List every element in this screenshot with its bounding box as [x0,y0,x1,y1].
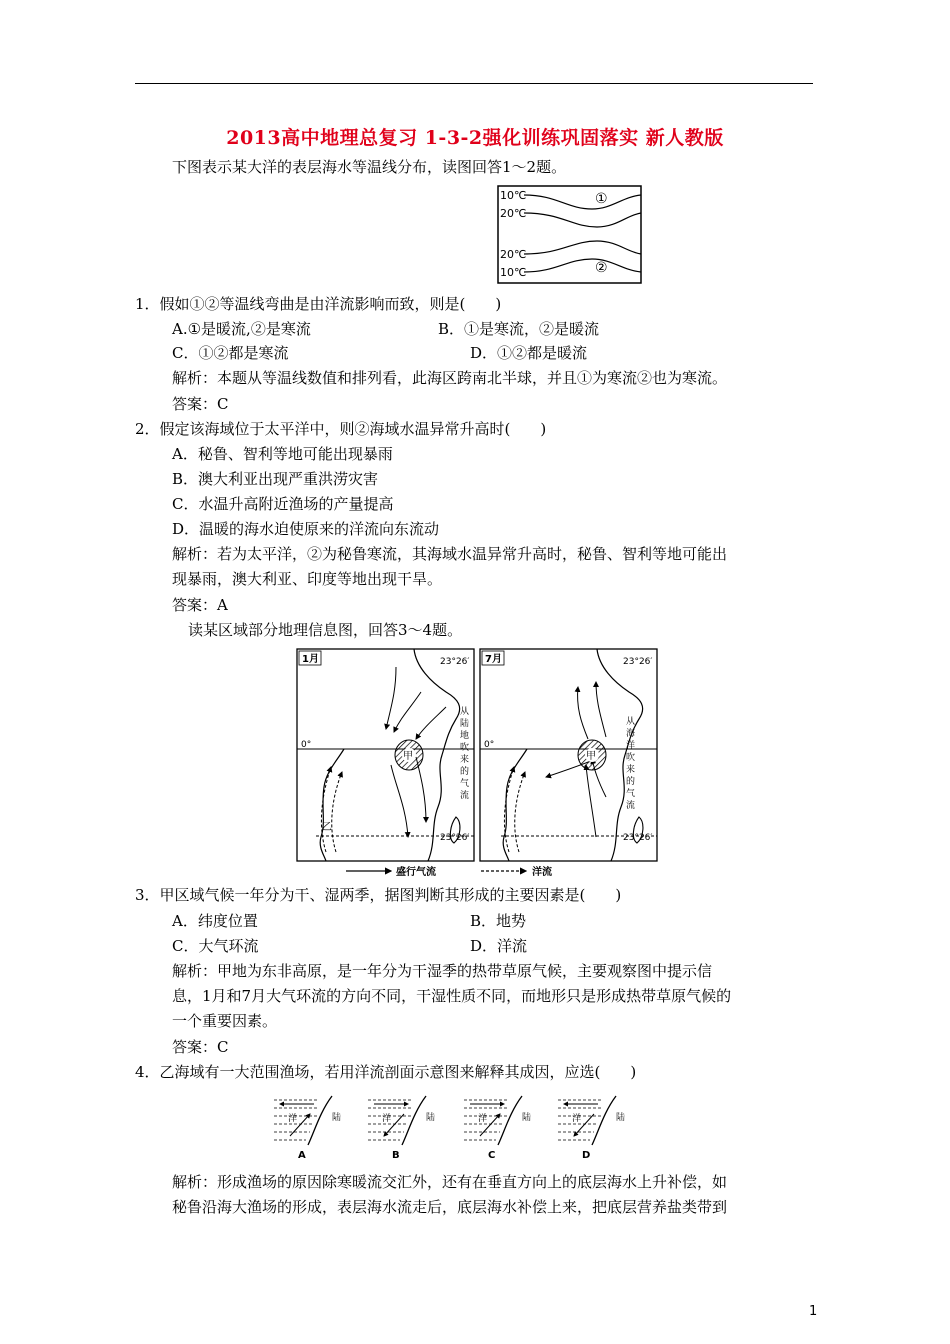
jul-airflow-note [626,715,635,811]
q2-analysis: 解析：若为太平洋，②为秘鲁寒流，其海域水温异常升高时，秘鲁、智利等地可能出 [172,545,728,563]
note-char: 吹 [626,753,636,763]
q2-option-c: C．水温升高附近渔场的产量提高 [172,495,394,513]
land-label: 陆 [426,1113,436,1123]
isotherm-label: 10℃ [500,189,527,202]
tropic-north-label: 23°26′ [623,657,653,667]
area-mark-1: ① [595,191,608,207]
note-char: 洋 [626,741,636,751]
note-char: 地 [460,731,470,741]
region-jia-label: 甲 [586,751,596,762]
tropic-south-label: 23°26′ [440,833,470,843]
isotherm-label: 10℃ [500,266,527,279]
legend-current-label: 洋流 [532,867,552,878]
note-char: 从 [460,707,470,717]
option-label: A [298,1150,306,1161]
q3-analysis-cont2: 一个重要因素。 [172,1012,278,1030]
q4-stem: 4．乙海域有一大范围渔场，若用洋流剖面示意图来解释其成因，应选( ) [135,1063,637,1081]
current-profile-options-figure [270,1090,630,1162]
note-char: 来 [460,755,470,765]
q1-option-b: B．①是寒流，②是暖流 [438,320,600,338]
ocean-label: 洋 [288,1114,298,1124]
note-char: 气 [626,789,636,799]
note-char: 流 [460,791,470,801]
east-africa-map-figure [296,647,658,879]
month-label-jan: 1月 [302,654,319,665]
q3-analysis-cont: 息，1月和7月大气环流的方向不同，干湿性质不同，而地形只是形成热带草原气候的 [172,987,732,1005]
q3-answer: 答案：C [172,1038,229,1056]
note-char: 气 [460,779,470,789]
intro-q3-4: 读某区域部分地理信息图，回答3～4题。 [188,621,463,639]
july-map [480,649,657,861]
january-map [297,649,474,861]
legend-wind-label: 盛行气流 [396,867,436,878]
option-label: B [392,1150,400,1161]
isotherm-label: 20℃ [500,207,527,220]
header-rule [135,83,813,84]
q4-analysis: 解析：形成渔场的原因除寒暖流交汇外，还有在垂直方向上的底层海水上升补偿，如 [172,1173,728,1191]
q2-option-d: D．温暖的海水迫使原来的洋流向东流动 [172,520,440,538]
q2-stem: 2．假定该海域位于太平洋中，则②海域水温异常升高时( ) [135,420,547,438]
ocean-label: 洋 [572,1114,582,1124]
profile-option-a [274,1096,341,1161]
profile-option-c [464,1096,531,1161]
page-number: 1 [809,1304,818,1319]
isotherm-label: 20℃ [500,248,527,261]
q3-option-c: C．大气环流 [172,937,259,955]
region-yi-label: 乙 [322,822,332,833]
q2-option-a: A．秘鲁、智利等地可能出现暴雨 [172,445,393,463]
q1-answer: 答案：C [172,395,229,413]
note-char: 的 [460,767,470,777]
q1-stem: 1．假如①②等温线弯曲是由洋流影响而致，则是( ) [135,295,502,313]
land-label: 陆 [522,1113,532,1123]
note-char: 流 [626,801,636,811]
q1-option-d: D．①②都是暖流 [470,344,588,362]
month-label-jul: 7月 [485,654,502,665]
note-char: 吹 [460,743,470,753]
tropic-north-label: 23°26′ [440,657,470,667]
q3-analysis: 解析：甲地为东非高原，是一年分为干湿季的热带草原气候，主要观察图中提示信 [172,962,713,980]
jan-airflow-note [460,705,469,801]
q4-analysis-cont: 秘鲁沿海大渔场的形成，表层海水流走后，底层海水补偿上来，把底层营养盐类带到 [172,1198,728,1216]
q3-stem: 3．甲区域气候一年分为干、湿两季，据图判断其形成的主要因素是( ) [135,886,622,904]
note-char: 海 [626,729,636,739]
tropic-south-label: 23°26′ [623,833,653,843]
ocean-label: 洋 [382,1114,392,1124]
q3-option-b: B．地势 [470,912,527,930]
q2-answer: 答案：A [172,596,228,614]
region-jia-label: 甲 [403,751,413,762]
document-title: 2013高中地理总复习 1-3-2强化训练巩固落实 新人教版 [226,127,724,149]
isotherm-figure [497,185,643,285]
q1-analysis: 解析：本题从等温线数值和排列看，此海区跨南北半球，并且①为寒流②也为寒流。 [172,369,728,387]
q1-option-a: A.①是暖流,②是寒流 [172,320,311,338]
option-label: C [488,1150,496,1161]
profile-option-d [558,1096,625,1161]
note-char: 陆 [460,719,470,729]
map-legend [346,865,552,878]
land-label: 陆 [616,1113,626,1123]
note-char: 来 [626,765,636,775]
ocean-label: 洋 [478,1114,488,1124]
q3-option-a: A．纬度位置 [172,912,258,930]
profile-option-b [368,1096,435,1161]
equator-label: 0° [484,740,495,750]
area-mark-2: ② [595,260,608,276]
intro-q1-2: 下图表示某大洋的表层海水等温线分布，读图回答1～2题。 [172,158,567,176]
note-char: 的 [626,777,636,787]
q2-analysis-cont: 现暴雨，澳大利亚、印度等地出现干旱。 [172,570,443,588]
q2-option-b: B．澳大利亚出现严重洪涝灾害 [172,470,379,488]
q1-option-c: C．①②都是寒流 [172,344,289,362]
note-char: 从 [626,717,636,727]
q3-option-d: D．洋流 [470,937,528,955]
option-label: D [582,1150,591,1161]
land-label: 陆 [332,1113,342,1123]
equator-label: 0° [301,740,312,750]
